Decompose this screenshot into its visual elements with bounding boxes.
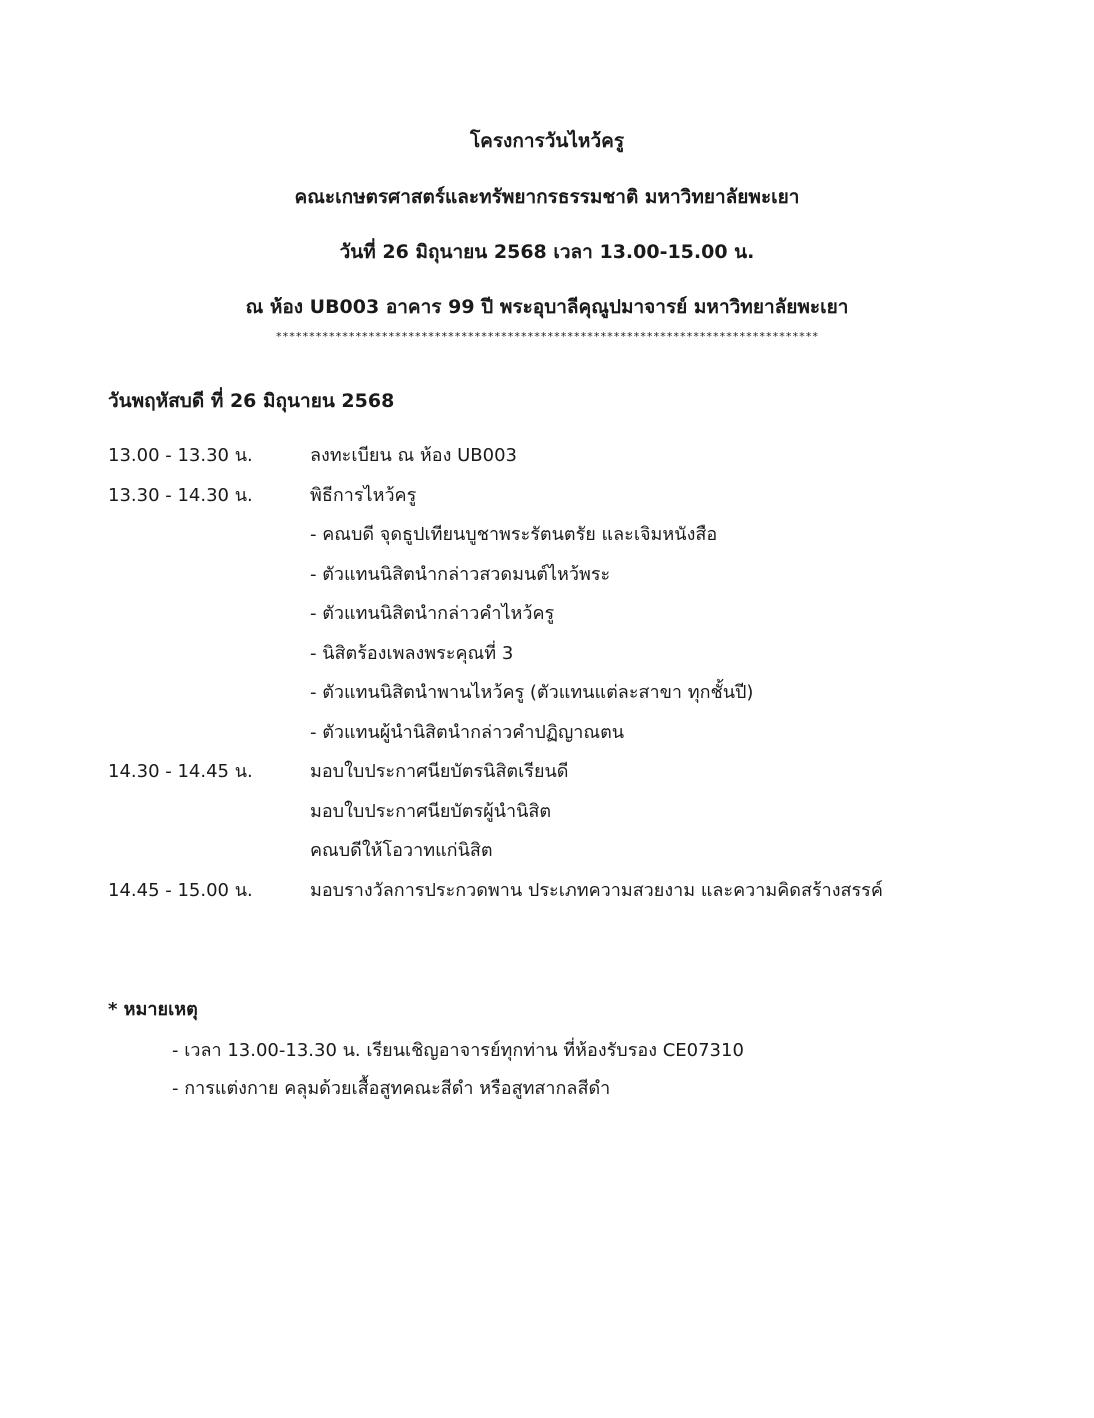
schedule-row bbox=[0, 796, 1094, 826]
schedule-time: 13.30 - 14.30 น. bbox=[108, 485, 253, 506]
schedule-activity: - ตัวแทนนิสิตนำกล่าวคำไหว้ครู bbox=[310, 603, 555, 624]
schedule-row bbox=[0, 519, 1094, 549]
event-venue: ณ ห้อง UB003 อาคาร 99 ปี พระอุบาลีคุณูปมาจารย์ มหาวิทยาลัยพะเยา bbox=[245, 296, 849, 318]
schedule-row bbox=[0, 677, 1094, 707]
schedule-row bbox=[0, 480, 1094, 510]
schedule-row bbox=[0, 835, 1094, 865]
schedule-activity: - ตัวแทนนิสิตนำกล่าวสวดมนต์ไหว้พระ bbox=[310, 564, 611, 585]
schedule-row bbox=[0, 756, 1094, 786]
schedule-activity: มอบใบประกาศนียบัตรผู้นำนิสิต bbox=[310, 801, 552, 822]
schedule-time: 14.30 - 14.45 น. bbox=[108, 761, 253, 782]
schedule-activity: ลงทะเบียน ณ ห้อง UB003 bbox=[310, 445, 517, 466]
schedule-row bbox=[0, 717, 1094, 747]
schedule-time: 14.45 - 15.00 น. bbox=[108, 880, 253, 901]
notes-title: * หมายเหตุ bbox=[108, 999, 198, 1020]
note-item: - เวลา 13.00-13.30 น. เรียนเชิญอาจารย์ทุกท่าน ที่ห้องรับรอง CE07310 bbox=[172, 1040, 744, 1061]
schedule-activity: - นิสิตร้องเพลงพระคุณที่ 3 bbox=[310, 643, 514, 664]
schedule-activity: คณบดีให้โอวาทแก่นิสิต bbox=[310, 840, 493, 861]
schedule-row bbox=[0, 440, 1094, 470]
schedule-activity: มอบใบประกาศนียบัตรนิสิตเรียนดี bbox=[310, 761, 569, 782]
note-item: - การแต่งกาย คลุมด้วยเสื้อสูทคณะสีดำ หรือสูทสากลสีดำ bbox=[172, 1078, 611, 1099]
faculty-name: คณะเกษตรศาสตร์และทรัพยากรธรรมชาติ มหาวิทยาลัยพะเยา bbox=[294, 186, 800, 208]
schedule-activity: มอบรางวัลการประกวดพาน ประเภทความสวยงาม และความคิดสร้างสรรค์ bbox=[310, 880, 883, 901]
schedule-activity: พิธีการไหว้ครู bbox=[310, 485, 417, 506]
schedule-activity: - ตัวแทนผู้นำนิสิตนำกล่าวคำปฏิญาณตน bbox=[310, 722, 625, 743]
event-date-time: วันที่ 26 มิถุนายน 2568 เวลา 13.00-15.00 น. bbox=[339, 241, 755, 263]
schedule-row bbox=[0, 559, 1094, 589]
schedule-row bbox=[0, 638, 1094, 668]
project-title: โครงการวันไหว้ครู bbox=[469, 130, 625, 152]
schedule-activity: - คณบดี จุดธูปเทียนบูชาพระรัตนตรัย และเจิมหนังสือ bbox=[310, 524, 718, 545]
asterisk-divider: ********************************************************************************** bbox=[275, 330, 819, 343]
schedule-activity: - ตัวแทนนิสิตนำพานไหว้ครู (ตัวแทนแต่ละสาขา ทุกชั้นปี) bbox=[310, 682, 754, 703]
schedule-row bbox=[0, 598, 1094, 628]
schedule-row bbox=[0, 875, 1094, 905]
schedule-day-title: วันพฤหัสบดี ที่ 26 มิถุนายน 2568 bbox=[108, 390, 395, 412]
schedule-time: 13.00 - 13.30 น. bbox=[108, 445, 253, 466]
